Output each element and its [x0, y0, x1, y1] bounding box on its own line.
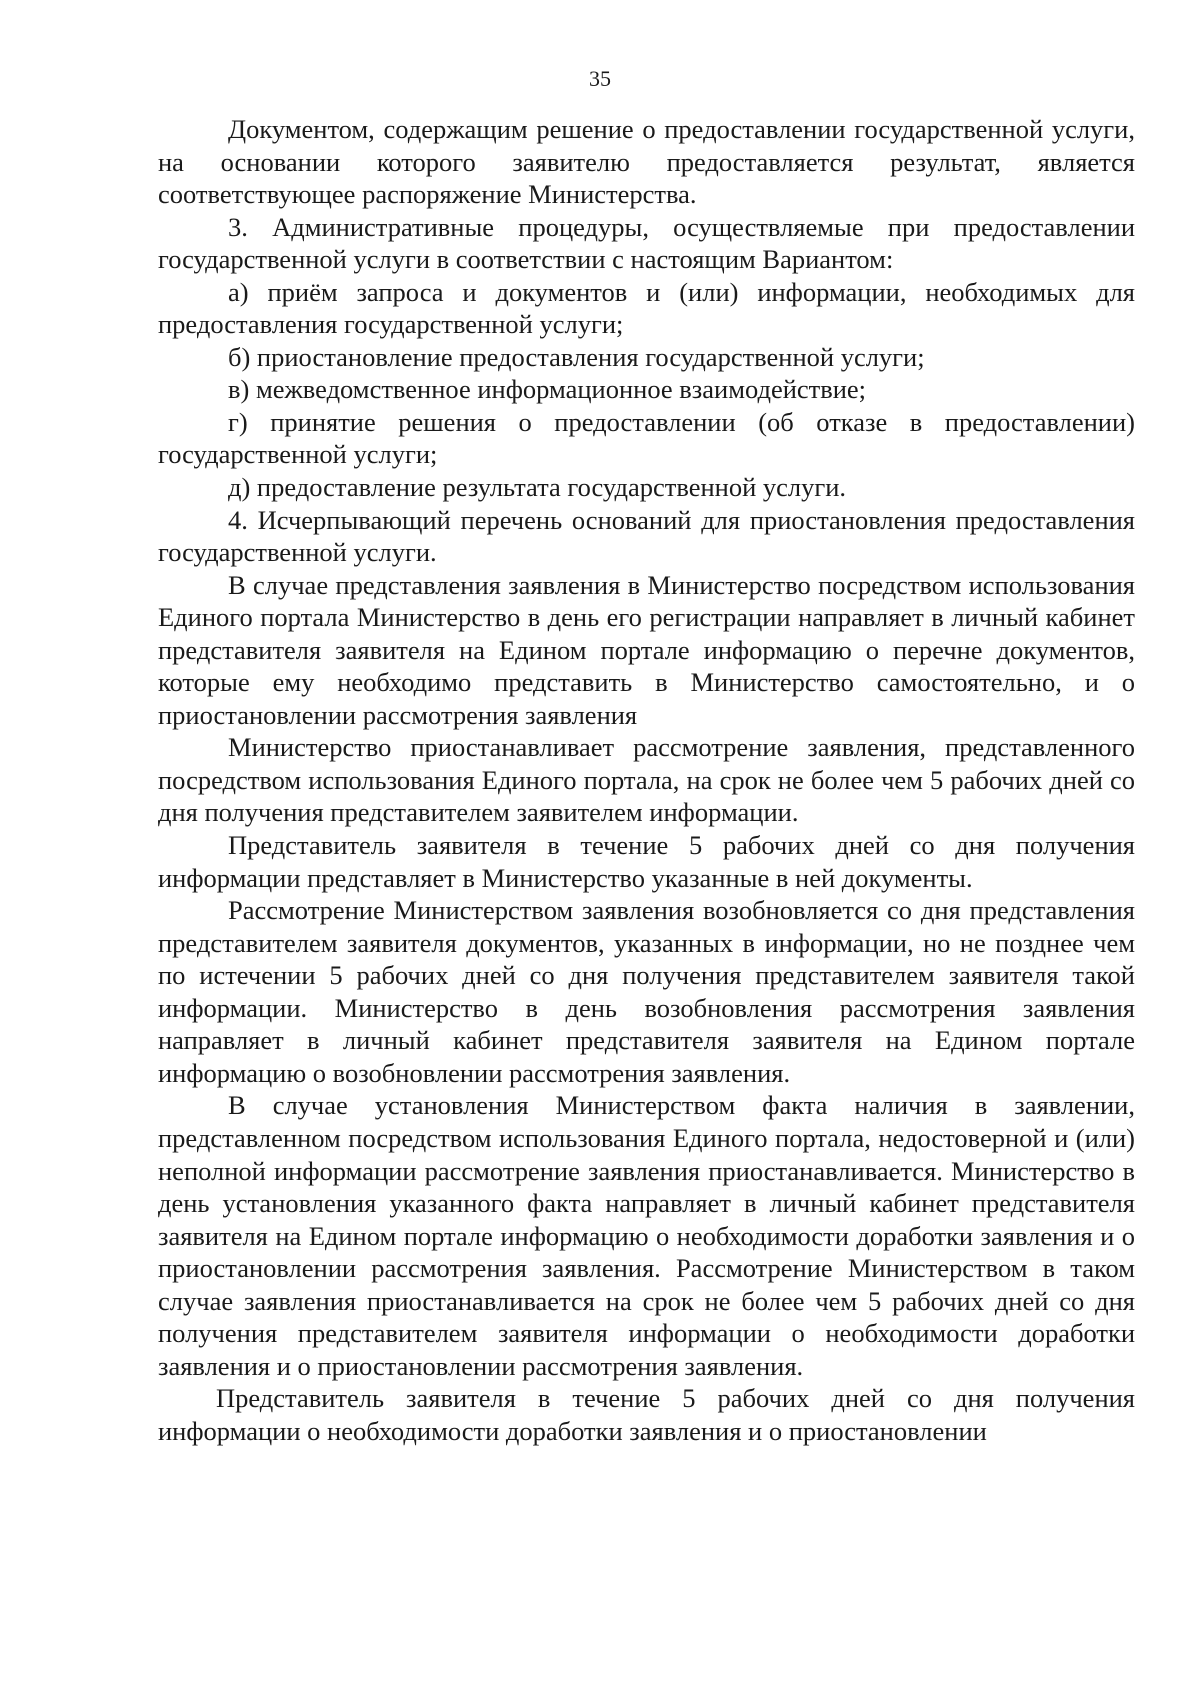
list-item-a: а) приём запроса и документов и (или) информации, необходимых для предоставления государственной услуги;	[158, 276, 1135, 340]
list-item-v: в) межведомственное информационное взаимодействие;	[228, 374, 867, 405]
list-item-b: б) приостановление предоставления государственной услуги;	[228, 341, 925, 372]
paragraph-decision-document: Документом, содержащим решение о предоставлении государственной услуги, на основании которого заявителю предоставляется результат, является соответствующее распоряжение Министерства.	[158, 114, 1135, 210]
paragraph-resumption: Рассмотрение Министерством заявления возобновляется со дня представления представителем заявителя документов, указанных в информации, но не позднее чем по истечении 5 рабочих дней со дня получения представителем заявителя такой информации. Министерство в день возобновления рассмотрения заявления направляет в личный кабинет представителя заявителя на Едином портале информацию о возобновлении рассмотрения заявления.	[158, 895, 1135, 1088]
list-item-g: г) принятие решения о предоставлении (об отказе в предоставлении) государственной услуги;	[158, 406, 1135, 470]
paragraph-suspension-grounds-heading: 4. Исчерпывающий перечень оснований для приостановления предоставления государственной услуги.	[158, 504, 1135, 568]
paragraph-suspension-term: Министерство приостанавливает рассмотрение заявления, представленного посредством использования Единого портала, на срок не более чем 5 рабочих дней со дня получения представителем заявителем информации.	[158, 732, 1135, 828]
paragraph-representative-documents: Представитель заявителя в течение 5 рабочих дней со дня получения информации представляет в Министерство указанные в ней документы.	[158, 830, 1135, 893]
paragraph-revision-deadline: Представитель заявителя в течение 5 рабочих дней со дня получения информации о необходимости доработки заявления и о приостановлении	[158, 1383, 1135, 1446]
document-body	[158, 113, 1135, 1447]
paragraph-procedures-heading: 3. Административные процедуры, осуществляемые при предоставлении государственной услуги в соответствии с настоящим Вариантом:	[158, 211, 1135, 275]
page-number: 35	[589, 66, 611, 91]
list-item-d: д) предоставление результата государственной услуги.	[228, 472, 847, 503]
paragraph-portal-submission: В случае представления заявления в Министерство посредством использования Единого портала Министерство в день его регистрации направляет в личный кабинет представителя заявителя на Едином портале информацию о перечне документов, которые ему необходимо представить в Министерство самостоятельно, и о приостановлении рассмотрения заявления	[158, 569, 1135, 730]
paragraph-incomplete-information: В случае установления Министерством факта наличия в заявлении, представленном посредством использования Единого портала, недостоверной и (или) неполной информации рассмотрение заявления приостанавливается. Министерство в день установления указанного факта направляет в личный кабинет представителя заявителя на Едином портале информацию о необходимости доработки заявления и о приостановлении рассмотрения заявления. Рассмотрение Министерством в таком случае заявления приостанавливается на срок не более чем 5 рабочих дней со дня получения представителем заявителя информации о необходимости доработки заявления и о приостановлении рассмотрения заявления.	[158, 1090, 1135, 1381]
